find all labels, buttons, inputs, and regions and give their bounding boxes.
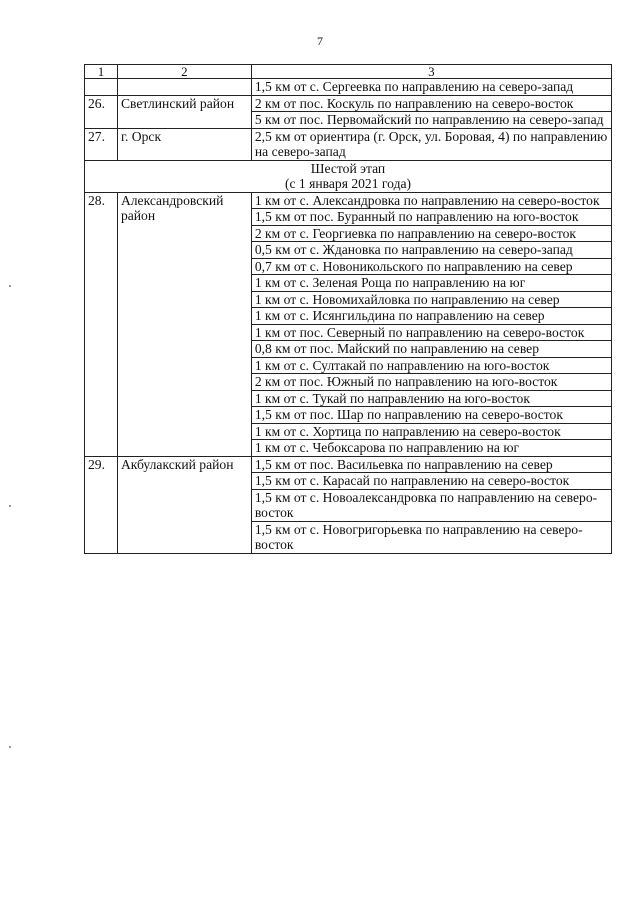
- table-body: [85, 65, 612, 554]
- location-description: 1,5 км от пос. Буранный по направлению на юго-восток: [251, 209, 611, 226]
- district-name: Акбулакский район: [117, 456, 251, 553]
- location-description: 0,8 км от пос. Майский по направлению на север: [251, 341, 611, 358]
- locations-table: [84, 64, 612, 554]
- table-row: [85, 79, 612, 96]
- location-description: 2 км от пос. Коскуль по направлению на северо-восток: [251, 95, 611, 112]
- header-cell: 3: [251, 65, 611, 79]
- location-description: 2,5 км от ориентира (г. Орск, ул. Боровая, 4) по направлению на северо-запад: [251, 128, 611, 160]
- header-cell: 2: [117, 65, 251, 79]
- table-row: [85, 456, 612, 473]
- location-description: 1,5 км от с. Сергеевка по направлению на северо-запад: [251, 79, 611, 96]
- location-description: 1 км от с. Хортица по направлению на северо-восток: [251, 423, 611, 440]
- location-description: 1 км от пос. Северный по направлению на северо-восток: [251, 324, 611, 341]
- entry-number: 26.: [85, 95, 118, 128]
- location-description: 1,5 км от пос. Шар по направлению на северо-восток: [251, 407, 611, 424]
- location-description: 1 км от с. Тукай по направлению на юго-восток: [251, 390, 611, 407]
- location-description: 0,7 км от с. Новоникольского по направлению на север: [251, 258, 611, 275]
- location-description: 1 км от с. Исянгильдина по направлению на север: [251, 308, 611, 325]
- district-name: [117, 79, 251, 96]
- stage-heading: [85, 160, 612, 192]
- location-description: 1,5 км от с. Карасай по направлению на северо-восток: [251, 473, 611, 490]
- table-row: [85, 128, 612, 160]
- district-name: г. Орск: [117, 128, 251, 160]
- location-description: 1,5 км от с. Новоалександровка по направлению на северо-восток: [251, 489, 611, 521]
- location-description: 1,5 км от пос. Васильевка по направлению на север: [251, 456, 611, 473]
- entry-number: 27.: [85, 128, 118, 160]
- location-description: 2 км от пос. Южный по направлению на юго-восток: [251, 374, 611, 391]
- stage-heading-line: (с 1 января 2021 года): [284, 176, 412, 191]
- location-description: 1 км от с. Зеленая Роща по направлению на юг: [251, 275, 611, 292]
- page-number: 7: [317, 34, 323, 48]
- location-description: 1 км от с. Султакай по направлению на юго-восток: [251, 357, 611, 374]
- scan-mark: [9, 285, 11, 287]
- stage-row: [85, 160, 612, 192]
- entry-number: [85, 79, 118, 96]
- table-row: [85, 192, 612, 209]
- location-description: 5 км от пос. Первомайский по направлению на северо-запад: [251, 112, 611, 129]
- location-description: 2 км от с. Георгиевка по направлению на северо-восток: [251, 225, 611, 242]
- location-description: 1 км от с. Александровка по направлению на северо-восток: [251, 192, 611, 209]
- entry-number: 28.: [85, 192, 118, 456]
- scan-mark: [9, 505, 11, 507]
- stage-heading-line: Шестой этап: [310, 160, 386, 176]
- district-name: Светлинский район: [117, 95, 251, 128]
- location-description: 1 км от с. Чебоксарова по направлению на юг: [251, 440, 611, 457]
- entry-number: 29.: [85, 456, 118, 553]
- scan-mark: [9, 746, 11, 748]
- location-description: 1 км от с. Новомихайловка по направлению на север: [251, 291, 611, 308]
- location-description: 0,5 км от с. Ждановка по направлению на северо-запад: [251, 242, 611, 259]
- location-description: 1,5 км от с. Новогригорьевка по направлению на северо-восток: [251, 521, 611, 553]
- header-row: [85, 65, 612, 79]
- header-cell: 1: [85, 65, 118, 79]
- district-name: Александровский район: [117, 192, 251, 456]
- table-row: [85, 95, 612, 112]
